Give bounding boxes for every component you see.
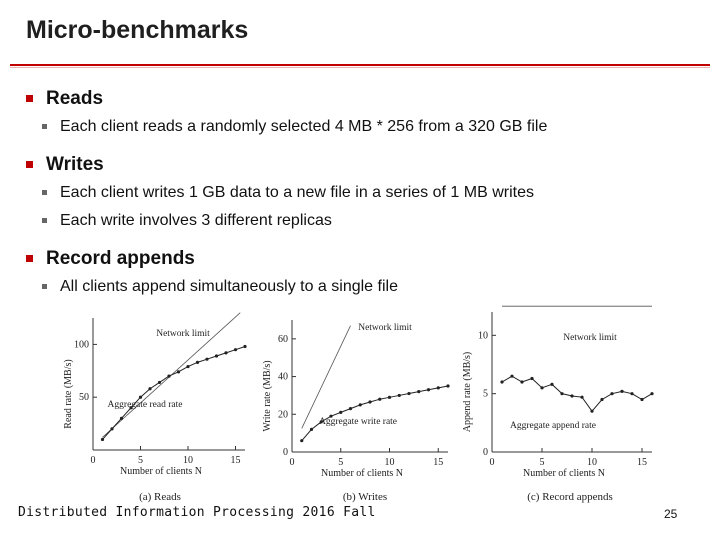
data-point bbox=[540, 386, 543, 389]
bullet-list bbox=[24, 88, 704, 300]
sub-bullet bbox=[24, 212, 704, 234]
data-point bbox=[368, 400, 371, 403]
data-point bbox=[560, 392, 563, 395]
data-point bbox=[570, 394, 573, 397]
data-point bbox=[234, 348, 237, 351]
data-point bbox=[388, 396, 391, 399]
y-tick-label: 5 bbox=[483, 388, 488, 400]
network-limit-label: Network limit bbox=[358, 323, 412, 333]
x-tick-label: 15 bbox=[433, 457, 444, 468]
data-point bbox=[640, 398, 643, 401]
data-point bbox=[500, 380, 503, 383]
network-limit-label: Network limit bbox=[563, 333, 617, 343]
data-point bbox=[378, 398, 381, 401]
chart-panel-3 bbox=[462, 306, 654, 503]
bullet-label: Reads bbox=[46, 88, 104, 109]
page-number: 25 bbox=[664, 507, 678, 521]
network-limit-line bbox=[302, 326, 351, 429]
data-point bbox=[650, 392, 653, 395]
sub-bullet bbox=[24, 118, 704, 140]
data-point bbox=[590, 410, 593, 413]
sub-bullet-text: Each client writes 1 GB data to a new file in a series of 1 MB writes bbox=[60, 184, 534, 201]
data-point bbox=[520, 380, 523, 383]
bullet-reads bbox=[24, 88, 704, 112]
y-axis-label: Read rate (MB/s) bbox=[63, 359, 74, 429]
data-point bbox=[120, 417, 123, 420]
title-rule-shadow bbox=[10, 67, 710, 68]
aggregate-rate-line bbox=[103, 347, 246, 440]
data-point bbox=[310, 428, 313, 431]
y-tick-label: 10 bbox=[478, 330, 488, 342]
x-axis-label: Number of clients N bbox=[321, 468, 403, 479]
data-point bbox=[101, 438, 104, 441]
y-tick-label: 0 bbox=[283, 447, 288, 458]
data-point bbox=[139, 396, 142, 399]
footer-course: Distributed Information Processing 2016 Fall bbox=[18, 505, 376, 520]
data-point bbox=[417, 390, 420, 393]
x-tick-label: 5 bbox=[138, 455, 143, 466]
x-axis-label: Number of clients N bbox=[523, 468, 605, 479]
sub-bullet-text: Each write involves 3 different replicas bbox=[60, 212, 332, 229]
data-point bbox=[398, 394, 401, 397]
bullet-square-icon bbox=[26, 161, 33, 168]
data-point bbox=[224, 351, 227, 354]
x-tick-label: 15 bbox=[230, 455, 241, 466]
sub-bullet-square-icon bbox=[42, 190, 47, 195]
y-tick-label: 50 bbox=[79, 392, 89, 404]
x-tick-label: 5 bbox=[539, 457, 545, 468]
y-tick-label: 20 bbox=[278, 409, 288, 421]
x-tick-label: 0 bbox=[289, 457, 295, 468]
sub-bullet-text: Each client reads a randomly selected 4 MB * 256 from a 320 GB file bbox=[60, 118, 548, 135]
data-point bbox=[243, 345, 246, 348]
data-point bbox=[610, 392, 613, 395]
data-point bbox=[110, 427, 113, 430]
x-tick-label: 10 bbox=[183, 455, 193, 466]
data-point bbox=[158, 381, 161, 384]
bullet-square-icon bbox=[26, 95, 33, 102]
aggregate-rate-line bbox=[502, 376, 652, 411]
bullet-record-appends bbox=[24, 248, 704, 272]
data-point bbox=[339, 411, 342, 414]
x-tick-label: 10 bbox=[587, 457, 597, 468]
data-point bbox=[427, 388, 430, 391]
slide-title: Micro-benchmarks bbox=[26, 16, 249, 44]
sub-bullet-text: All clients append simultaneously to a single file bbox=[60, 278, 398, 295]
x-tick-label: 10 bbox=[384, 457, 395, 468]
data-point bbox=[580, 396, 583, 399]
data-point bbox=[205, 358, 208, 361]
data-point bbox=[167, 374, 170, 377]
data-point bbox=[446, 384, 449, 387]
bullet-writes bbox=[24, 154, 704, 178]
y-axis-label: Append rate (MB/s) bbox=[462, 351, 473, 433]
x-tick-label: 5 bbox=[338, 457, 344, 468]
data-point bbox=[407, 392, 410, 395]
y-tick-label: 60 bbox=[278, 333, 288, 345]
data-point bbox=[630, 392, 633, 395]
data-point bbox=[349, 407, 352, 410]
x-tick-label: 15 bbox=[637, 457, 647, 468]
data-point bbox=[550, 383, 553, 386]
x-tick-label: 0 bbox=[489, 457, 495, 468]
data-point bbox=[437, 386, 440, 389]
bullet-label: Writes bbox=[46, 154, 104, 175]
y-tick-label: 40 bbox=[278, 371, 288, 383]
aggregate-rate-label: Aggregate write rate bbox=[318, 417, 398, 427]
bullet-label: Record appends bbox=[46, 248, 195, 269]
data-point bbox=[530, 377, 533, 380]
data-point bbox=[510, 375, 513, 378]
figure-caption: (b) Writes bbox=[342, 491, 388, 503]
aggregate-rate-label: Aggregate read rate bbox=[107, 400, 183, 410]
benchmark-figures bbox=[0, 300, 720, 515]
data-point bbox=[196, 361, 199, 364]
aggregate-rate-line bbox=[302, 386, 448, 441]
y-tick-label: 100 bbox=[74, 339, 89, 351]
sub-bullet bbox=[24, 184, 704, 206]
figure-caption: (a) Reads bbox=[139, 491, 181, 503]
data-point bbox=[600, 398, 603, 401]
y-tick-label: 0 bbox=[483, 447, 488, 458]
aggregate-rate-label: Aggregate append rate bbox=[510, 421, 596, 431]
data-point bbox=[620, 390, 623, 393]
y-axis-label: Write rate (MB/s) bbox=[262, 360, 273, 432]
data-point bbox=[186, 365, 189, 368]
x-axis-label: Number of clients N bbox=[120, 466, 202, 477]
x-tick-label: 0 bbox=[90, 455, 96, 466]
sub-bullet bbox=[24, 278, 704, 300]
chart-panel-1 bbox=[63, 313, 247, 503]
sub-bullet-square-icon bbox=[42, 124, 47, 129]
network-limit-label: Network limit bbox=[156, 329, 210, 339]
sub-bullet-square-icon bbox=[42, 284, 47, 289]
data-point bbox=[215, 354, 218, 357]
data-point bbox=[177, 370, 180, 373]
data-point bbox=[148, 387, 151, 390]
data-point bbox=[359, 403, 362, 406]
title-rule bbox=[10, 64, 710, 66]
data-point bbox=[300, 439, 303, 442]
figure-caption: (c) Record appends bbox=[527, 491, 613, 503]
bullet-square-icon bbox=[26, 255, 33, 262]
chart-panel-2 bbox=[262, 320, 450, 503]
sub-bullet-square-icon bbox=[42, 218, 47, 223]
